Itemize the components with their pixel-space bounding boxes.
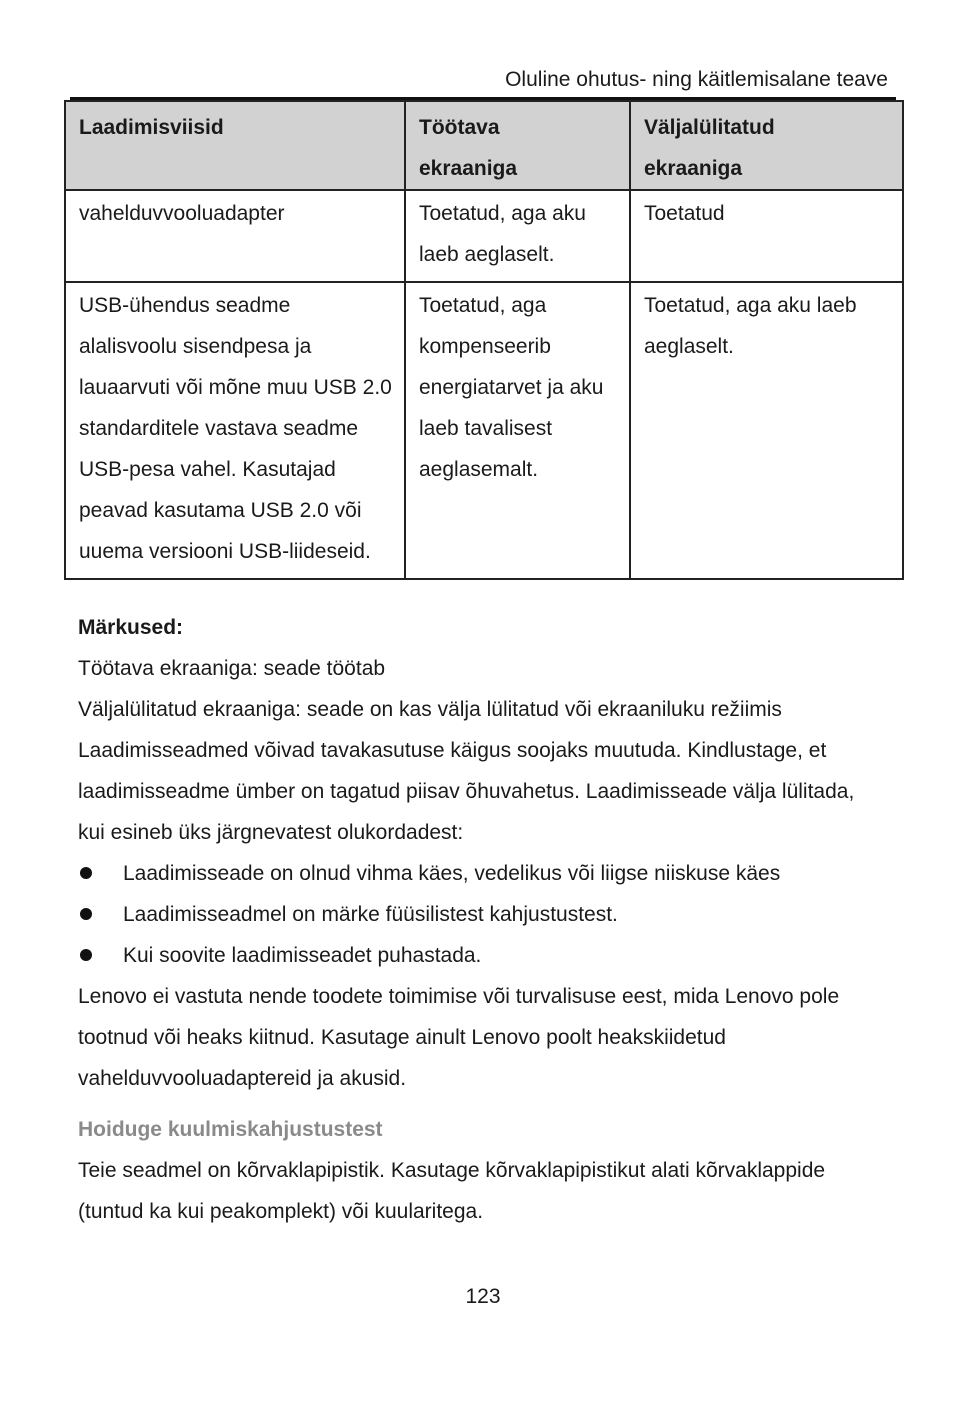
table-header-row [65,101,903,190]
column-header-method-label: Laadimisviisid [79,116,224,139]
cell-screen-on: Toetatud, aga kompenseerib energiatarvet ja aku laeb tavalisest aeglasemalt. [405,282,630,579]
section-heading: Hoiduge kuulmiskahjustustest [78,1118,383,1141]
list-item-text: Kui soovite laadimisseadet puhastada. [123,944,482,967]
cell-screen-off: Toetatud, aga aku laeb aeglaselt. [630,282,903,579]
column-header-screen-off-line2: ekraaniga [644,157,743,180]
note-line: Töötava ekraaniga: seade töötab [78,657,386,680]
list-item-text: Laadimisseadmel on märke füüsilistest kahjustustest. [123,903,618,926]
column-header-screen-on-line1: Töötava [419,116,500,139]
running-header: Oluline ohutus- ning käitlemisalane teave [505,68,888,91]
notes-section [78,607,878,1232]
list-item-text: Laadimisseade on olnud vihma käes, vedelikus või liigse niiskuse käes [123,862,781,885]
bullet-dot-icon [80,867,92,879]
column-header-screen-on [405,101,630,190]
column-header-method [65,101,405,190]
note-line: Väljalülitatud ekraaniga: seade on kas välja lülitatud või ekraaniluku režiimis [78,698,782,721]
warning-paragraph: Laadimisseadmed võivad tavakasutuse käigus soojaks muutuda. Kindlustage, et laadimisseadme ümber on tagatud piisav õhuvahetus. Laadimisseade välja lülitada, kui esineb üks järgnevatest olukordadest: [78,739,855,844]
table-row [65,190,903,282]
column-header-screen-off-line1: Väljalülitatud [644,116,775,139]
bullet-dot-icon [80,949,92,961]
table-row [65,282,903,579]
cell-screen-on: Toetatud, aga aku laeb aeglaselt. [405,190,630,282]
cell-screen-off: Toetatud [630,190,903,282]
list-item [78,853,878,894]
column-header-screen-off [630,101,903,190]
cell-method: vahelduvvooluadapter [65,190,405,282]
page-number: 123 [465,1285,501,1308]
column-header-screen-on-line2: ekraaniga [419,157,518,180]
section-body: Teie seadmel on kõrvaklapipistik. Kasutage kõrvaklapipistikut alati kõrvaklappide (tuntud ka kui peakomplekt) või kuularitega. [78,1159,826,1223]
cell-method: USB-ühendus seadme alalisvoolu sisendpesa ja lauaarvuti või mõne muu USB 2.0 standarditele vastava seadme USB-pesa vahel. Kasutajad peavad kasutama USB 2.0 või uuema versiooni USB-liideseid. [65,282,405,579]
condition-list [78,853,878,976]
bullet-dot-icon [80,908,92,920]
disclaimer-paragraph: Lenovo ei vastuta nende toodete toimimise või turvalisuse eest, mida Lenovo pole tootnud või heaks kiitnud. Kasutage ainult Lenovo poolt heakskiidetud vahelduvvooluadaptereid ja akusid. [78,985,840,1090]
list-item [78,894,878,935]
notes-title: Märkused: [78,616,184,639]
list-item [78,935,878,976]
charging-methods-table [64,100,904,580]
